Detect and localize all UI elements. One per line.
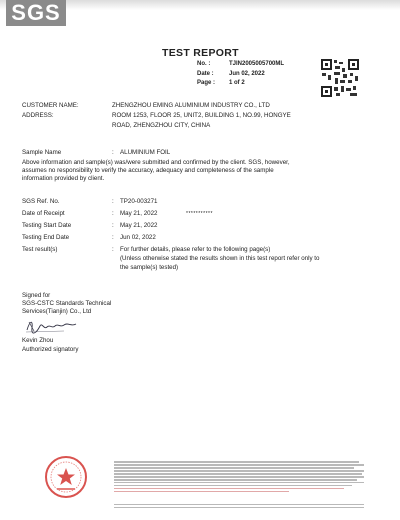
signatory-title: Authorized signatory [22, 346, 79, 353]
handwritten-signature [24, 316, 84, 336]
sgs-logo: SGS [6, 0, 66, 26]
signed-for-label: Signed for [22, 292, 51, 299]
sample-name-label: Sample Name [22, 149, 62, 156]
footer-terms [114, 461, 364, 494]
test-result-colon: : [112, 246, 114, 253]
start-date-label: Testing Start Date [22, 222, 72, 229]
receipt-date-colon: : [112, 210, 114, 217]
test-result-line-1: For further details, please refer to the following page(s) [120, 246, 271, 253]
signing-org-line-1: SGS-CSTC Standards Technical [22, 300, 112, 307]
address-line-1: ROOM 1253, FLOOR 25, UNIT2, BUILDING 1, NO.99, HONGYE [112, 112, 291, 119]
customer-name-label: CUSTOMER NAME: [22, 102, 79, 109]
sample-name-value: ALUMINIUM FOIL [120, 149, 171, 156]
report-page-value: 1 of 2 [229, 80, 245, 86]
report-date-value: Jun 02, 2022 [229, 70, 265, 77]
report-date-label: Date : [197, 70, 214, 77]
start-date-value: May 21, 2022 [120, 222, 158, 229]
report-no-label: No. : [197, 61, 211, 67]
report-no-value: TJIN2005005700ML [229, 61, 285, 67]
report-page-label: Page : [197, 80, 216, 86]
red-seal-stamp-icon [44, 455, 88, 499]
ref-no-value: TP20-003271 [120, 198, 158, 205]
receipt-date-label: Date of Receipt [22, 210, 65, 217]
separator-stars: *********** [186, 211, 213, 217]
test-result-line-3: the sample(s) tested) [120, 264, 179, 271]
end-date-value: Jun 02, 2022 [120, 234, 156, 241]
qr-code-icon [320, 58, 360, 98]
start-date-colon: : [112, 222, 114, 229]
disclaimer-line-3: information provided by client. [22, 175, 105, 182]
ref-no-colon: : [112, 198, 114, 205]
disclaimer-line-2: assumes no responsibility to verify the accuracy, adequacy and completeness of the sample [22, 167, 274, 174]
disclaimer-line-1: Above information and sample(s) was/were submitted and confirmed by the client. SGS, however, [22, 159, 290, 166]
customer-name-value: ZHENGZHOU EMING ALUMINIUM INDUSTRY CO., LTD [112, 102, 270, 109]
end-date-colon: : [112, 234, 114, 241]
address-line-2: ROAD, ZHENGZHOU CITY, CHINA [112, 122, 211, 129]
address-label: ADDRESS: [22, 112, 54, 119]
sample-name-colon: : [112, 149, 114, 156]
receipt-date-value: May 21, 2022 [120, 210, 158, 217]
signing-org-line-2: Services(Tianjin) Co., Ltd [22, 308, 92, 315]
report-meta [197, 60, 284, 89]
end-date-label: Testing End Date [22, 234, 70, 241]
test-result-line-2: (Unless otherwise stated the results shown in this test report refer only to [120, 255, 320, 262]
signatory-name: Kevin Zhou [22, 337, 54, 344]
test-result-label: Test result(s) [22, 246, 58, 253]
report-title: TEST REPORT [162, 47, 239, 59]
ref-no-label: SGS Ref. No. [22, 198, 60, 205]
footer-address [114, 504, 364, 510]
